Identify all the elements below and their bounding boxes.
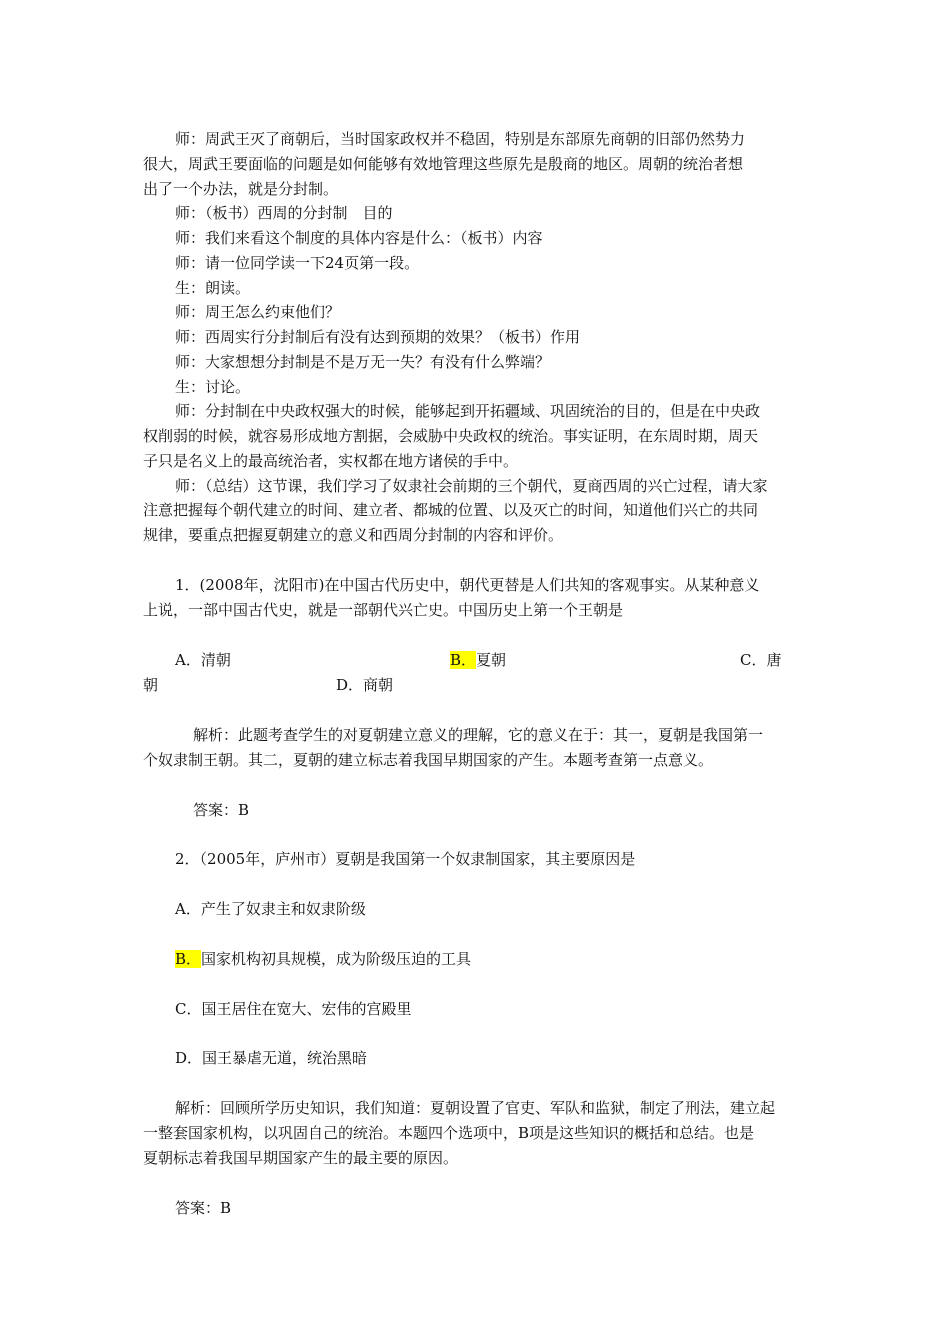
dialogue-line: 师：请一位同学读一下24页第一段。	[175, 254, 420, 272]
question-1-option-b	[450, 650, 506, 670]
dialogue-line: 生：朗读。	[175, 279, 251, 297]
dialogue-line: 子只是名义上的最高统治者，实权都在地方诸侯的手中。	[143, 452, 519, 470]
dialogue-line: 师：周武王灭了商朝后，当时国家政权并不稳固，特别是东部原先商朝的旧部仍然势力	[175, 130, 746, 148]
question-1-option-c-wrap: 朝	[143, 676, 159, 694]
dialogue-line: 师：大家想想分封制是不是万无一失？有没有什么弊端？	[175, 353, 551, 371]
dialogue-line: 注意把握每个朝代建立的时间、建立者、都城的位置、以及灭亡的时间，知道他们兴亡的共同	[143, 501, 759, 519]
question-2-option-d: D．国王暴虐无道，统治黑暗	[175, 1049, 368, 1067]
question-1-stem: 1．(2008年，沈阳市)在中国古代历史中，朝代更替是人们共知的客观事实。从某种意义	[175, 576, 760, 594]
question-2-analysis: 夏朝标志着我国早期国家产生的最主要的原因。	[143, 1149, 459, 1167]
dialogue-line: 生：讨论。	[175, 378, 251, 396]
dialogue-line: 师：西周实行分封制后有没有达到预期的效果？（板书）作用	[175, 328, 581, 346]
question-2-option-a: A．产生了奴隶主和奴隶阶级	[175, 900, 366, 918]
question-2-option-b-text: 国家机构初具规模，成为阶级压迫的工具	[201, 950, 472, 968]
question-1-option-a: A．清朝	[175, 651, 231, 669]
question-2-analysis: 解析：回顾所学历史知识，我们知道：夏朝设置了官吏、军队和监狱，制定了刑法，建立起	[175, 1099, 776, 1117]
dialogue-line: 师：我们来看这个制度的具体内容是什么：（板书）内容	[175, 229, 543, 247]
dialogue-line: 师：周王怎么约束他们？	[175, 303, 341, 321]
question-2-stem: 2．（2005年，庐州市）夏朝是我国第一个奴隶制国家，其主要原因是	[175, 850, 636, 868]
question-2-analysis: 一整套国家机构，以巩固自己的统治。本题四个选项中，B项是这些知识的概括和总结。也是	[143, 1124, 755, 1142]
question-1-analysis: 个奴隶制王朝。其二，夏朝的建立标志着我国早期国家的产生。本题考查第一点意义。	[143, 751, 714, 769]
question-1-option-b-text: 夏朝	[476, 651, 507, 669]
highlight-mark: B．	[450, 651, 477, 669]
dialogue-line: 师：（总结）这节课，我们学习了奴隶社会前期的三个朝代，夏商西周的兴亡过程，请大家	[175, 477, 768, 495]
dialogue-line: 师：（板书）西周的分封制 目的	[175, 204, 393, 222]
dialogue-line: 权削弱的时候，就容易形成地方割据，会威胁中央政权的统治。事实证明，在东周时期，周天	[143, 427, 759, 445]
dialogue-line: 师：分封制在中央政权强大的时候，能够起到开拓疆域、巩固统治的目的，但是在中央政	[175, 402, 761, 420]
highlight-mark: B．	[175, 950, 202, 968]
question-1-stem: 上说，一部中国古代史，就是一部朝代兴亡史。中国历史上第一个王朝是	[143, 601, 624, 619]
question-2-option-c: C．国王居住在宽大、宏伟的宫殿里	[175, 1000, 412, 1018]
question-2-option-b	[175, 949, 471, 969]
question-1-option-d: D．商朝	[336, 676, 394, 694]
dialogue-line: 规律，要重点把握夏朝建立的意义和西周分封制的内容和评价。	[143, 526, 564, 544]
dialogue-line: 很大，周武王要面临的问题是如何能够有效地管理这些原先是殷商的地区。周朝的统治者想	[143, 155, 744, 173]
question-2-answer: 答案：B	[175, 1199, 232, 1217]
question-1-option-c: C．唐	[740, 651, 782, 669]
question-1-analysis: 解析：此题考查学生的对夏朝建立意义的理解，它的意义在于：其一，夏朝是我国第一	[193, 726, 764, 744]
question-1-answer: 答案：B	[193, 801, 250, 819]
dialogue-line: 出了一个办法，就是分封制。	[143, 180, 339, 198]
